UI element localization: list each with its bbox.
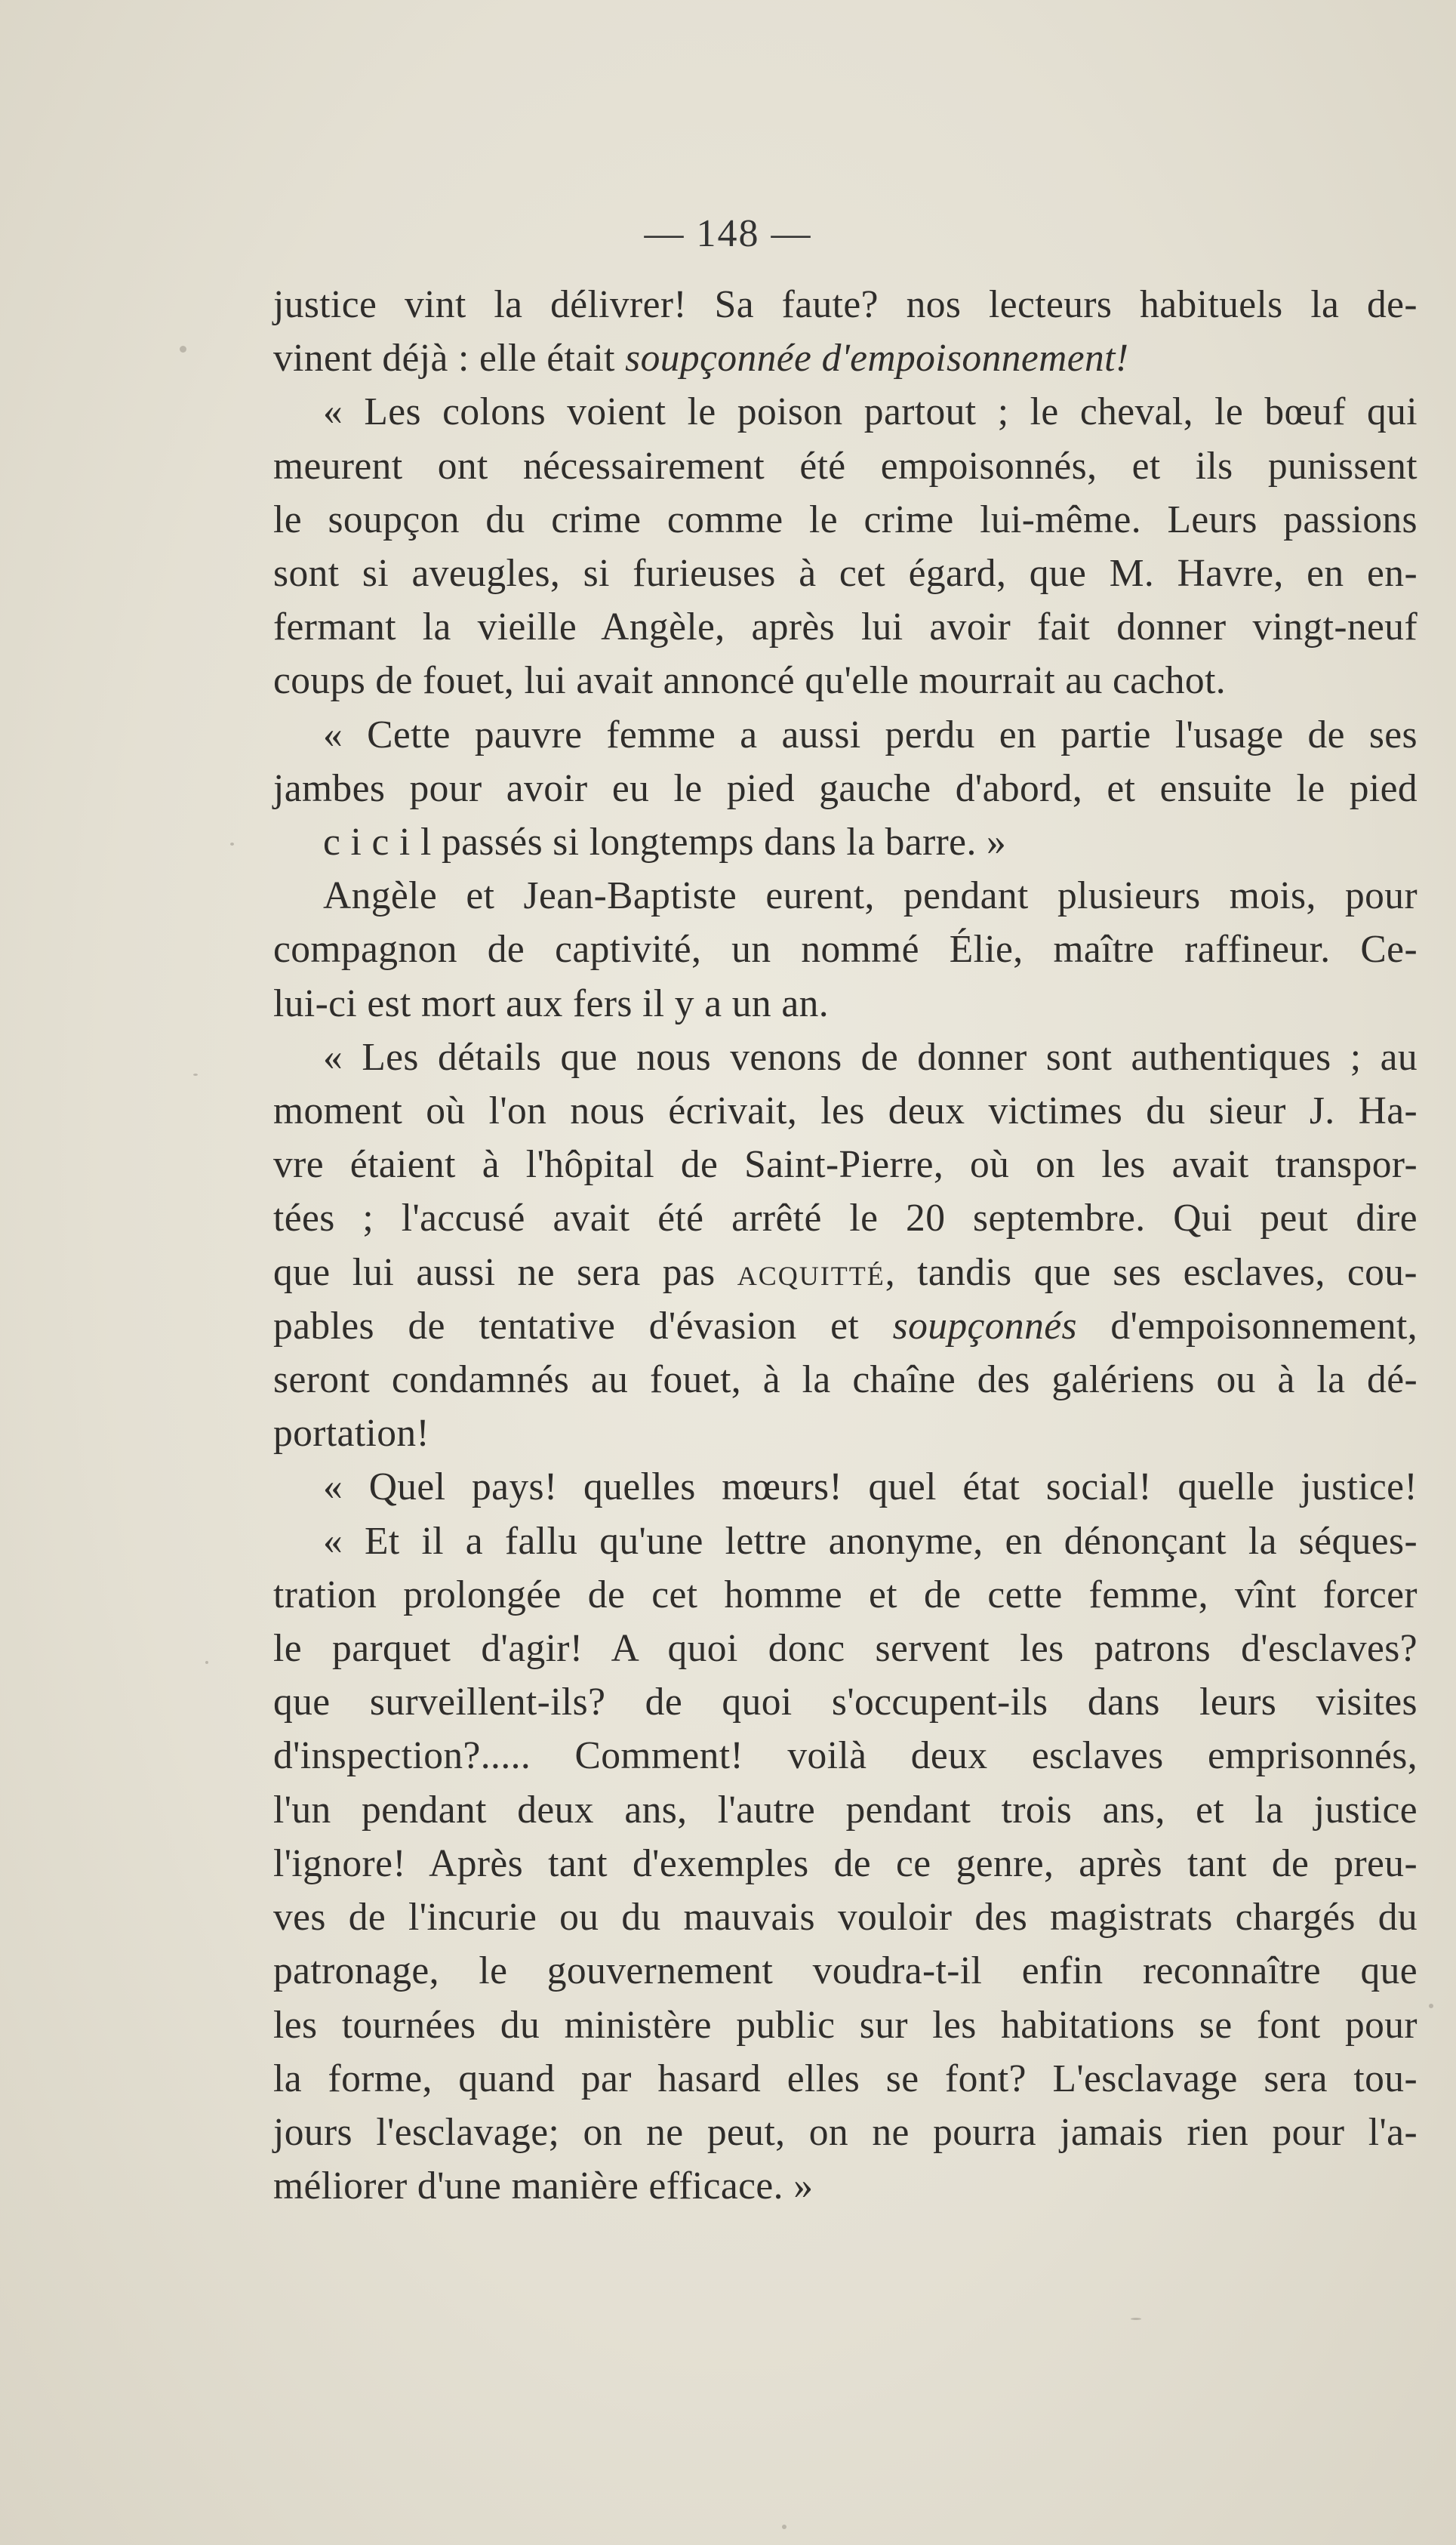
text-line: Angèle et Jean-Baptiste eurent, pendant plusieurs mois, pour xyxy=(323,874,1418,918)
text-line: « Cette pauvre femme a aussi perdu en partie l'usage de ses xyxy=(323,713,1418,756)
text-line: justice vint la délivrer! Sa faute? nos lecteurs habituels la de- xyxy=(273,283,1418,326)
text-line: tration prolongée de cet homme et de cette femme, vînt forcer xyxy=(273,1573,1418,1616)
text-line: méliorer d'une manière efficace. » xyxy=(273,2164,814,2208)
text-line: moment où l'on nous écrivait, les deux victimes du sieur J. Ha- xyxy=(273,1089,1418,1133)
paper-speck xyxy=(180,346,186,353)
text-line: jours l'esclavage; on ne peut, on ne pourra jamais rien pour l'a- xyxy=(273,2110,1418,2154)
paper-speck xyxy=(193,1074,198,1076)
text-line: ves de l'incurie ou du mauvais vouloir des magistrats chargés du xyxy=(273,1896,1418,1940)
text-line: que surveillent-ils? de quoi s'occupent-ils dans leurs visites xyxy=(273,1681,1418,1724)
text-line: « Quel pays! quelles mœurs! quel état social! quelle justice! xyxy=(323,1465,1418,1509)
text-line: la forme, quand par hasard elles se font? L'esclavage sera tou- xyxy=(273,2057,1418,2100)
text-segment: , tandis que ses esclaves, cou- xyxy=(885,1250,1418,1294)
styled-text-segment: soupçonnée d'empoisonnement! xyxy=(625,337,1129,381)
text-line: vre étaient à l'hôpital de Saint-Pierre, où on les avait transpor- xyxy=(273,1143,1418,1187)
paper-speck xyxy=(230,843,234,846)
text-line: sont si aveugles, si furieuses à cet égard, que M. Havre, en en- xyxy=(273,552,1418,596)
text-line: jambes pour avoir eu le pied gauche d'abord, et ensuite le pied xyxy=(273,766,1418,810)
body-text xyxy=(273,278,1418,2213)
text-line: « Les colons voient le poison partout ; le cheval, le bœuf qui xyxy=(323,390,1418,434)
text-line: meurent ont nécessairement été empoisonnés, et ils punissent xyxy=(273,444,1418,488)
text-line: lui-ci est mort aux fers il y a un an. xyxy=(273,981,829,1025)
text-line xyxy=(273,1246,1418,1299)
text-line: le soupçon du crime comme le crime lui-même. Leurs passions xyxy=(273,498,1418,541)
text-line: le parquet d'agir! A quoi donc servent les patrons d'esclaves? xyxy=(273,1627,1418,1671)
paper-speck xyxy=(1131,2318,1141,2320)
text-line: fermant la vieille Angèle, après lui avoir fait donner vingt-neuf xyxy=(273,605,1418,649)
text-line: « Les détails que nous venons de donner sont authentiques ; au xyxy=(323,1035,1418,1079)
text-segment: d'empoisonnement, xyxy=(1076,1304,1418,1348)
styled-text-segment: soupçonnés xyxy=(892,1304,1077,1348)
text-segment: pables de tentative d'évasion et xyxy=(273,1304,893,1348)
text-line: les tournées du ministère public sur les habitations se font pour xyxy=(273,2003,1418,2047)
text-line: tées ; l'accusé avait été arrêté le 20 septembre. Qui peut dire xyxy=(273,1197,1418,1240)
text-line: c i c i l passés si longtemps dans la barre. » xyxy=(323,821,1007,864)
text-line: l'ignore! Après tant d'exemples de ce genre, après tant de preu- xyxy=(273,1841,1418,1885)
text-line: l'un pendant deux ans, l'autre pendant trois ans, et la justice xyxy=(273,1788,1418,1832)
text-line: portation! xyxy=(273,1412,430,1456)
page-number: — 148 — xyxy=(644,212,812,255)
text-line: patronage, le gouvernement voudra-t-il enfin reconnaître que xyxy=(273,1949,1418,1993)
text-line: coups de fouet, lui avait annoncé qu'elle mourrait au cachot. xyxy=(273,659,1227,703)
styled-text-segment: acquitté xyxy=(737,1250,885,1294)
paper-speck xyxy=(1429,2004,1433,2008)
paper-speck xyxy=(205,1661,208,1664)
text-line: « Et il a fallu qu'une lettre anonyme, en dénonçant la séques- xyxy=(323,1519,1418,1563)
text-segment: que lui aussi ne sera pas xyxy=(273,1250,737,1294)
text-line: d'inspection?..... Comment! voilà deux esclaves emprisonnés, xyxy=(273,1734,1418,1778)
text-line: seront condamnés au fouet, à la chaîne des galériens ou à la dé- xyxy=(273,1358,1418,1402)
paper-speck xyxy=(782,2525,786,2529)
text-line: compagnon de captivité, un nommé Élie, maître raffineur. Ce- xyxy=(273,928,1418,972)
text-segment: vinent déjà : elle était xyxy=(273,337,626,381)
text-line xyxy=(273,331,1418,385)
text-line xyxy=(273,1299,1418,1353)
